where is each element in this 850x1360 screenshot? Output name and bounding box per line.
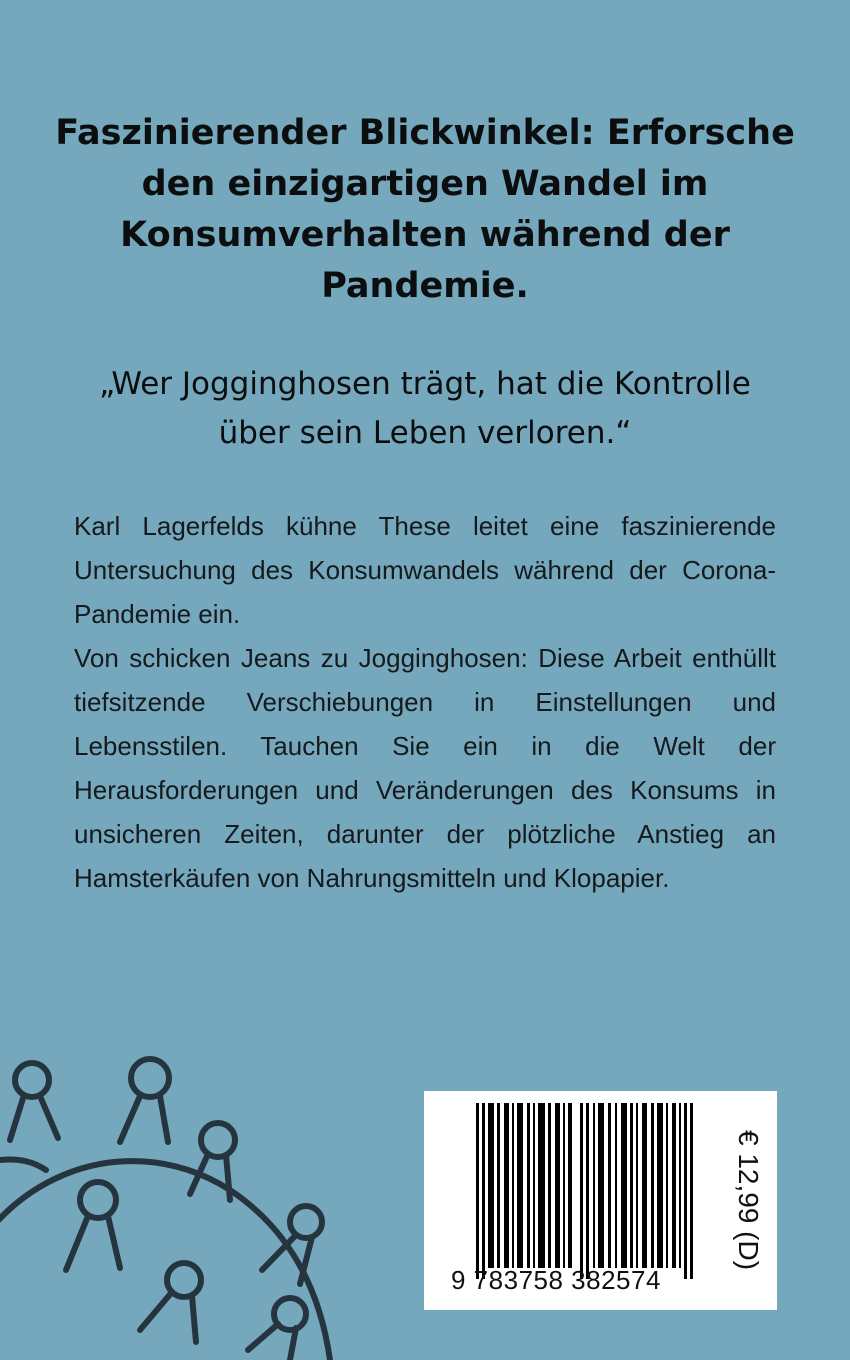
blurb-text — [74, 504, 776, 900]
headline-line: Konsumverhalten während der — [120, 215, 730, 255]
headline-line: Pandemie. — [321, 266, 529, 306]
virus-illustration-icon — [0, 1030, 360, 1360]
blurb-paragraph-1: Karl Lagerfelds kühne These leitet eine faszinierende Untersuchung des Konsumwandels während der Corona-Pandemie ein. — [74, 511, 776, 629]
quote-line: über sein Leben verloren.“ — [218, 415, 632, 451]
isbn-number: 9 783758 382574 — [451, 1265, 661, 1295]
headline-line: den einzigartigen Wandel im — [141, 164, 709, 204]
isbn-barcode-icon — [448, 1103, 718, 1279]
price-label — [728, 1099, 768, 1301]
headline — [40, 108, 810, 312]
lagerfeld-quote — [40, 360, 810, 458]
barcode-box — [424, 1091, 777, 1310]
blurb-paragraph-2: Von schicken Jeans zu Jogginghosen: Diese Arbeit enthüllt tiefsitzende Verschiebungen in Einstellungen und Lebensstilen. Tauchen Sie ein in die Welt der Herausforderungen und Veränderungen des Konsums in unsicheren Zeiten, darunter der plötzliche Anstieg an Hamsterkäufen von Nahrungsmitteln und Klopapier. — [74, 643, 776, 893]
price-text: € 12,99 (D) — [733, 1129, 764, 1271]
headline-line: Faszinierender Blickwinkel: Erforsche — [55, 113, 795, 153]
quote-line: „Wer Jogginghosen trägt, hat die Kontrolle — [99, 366, 751, 402]
